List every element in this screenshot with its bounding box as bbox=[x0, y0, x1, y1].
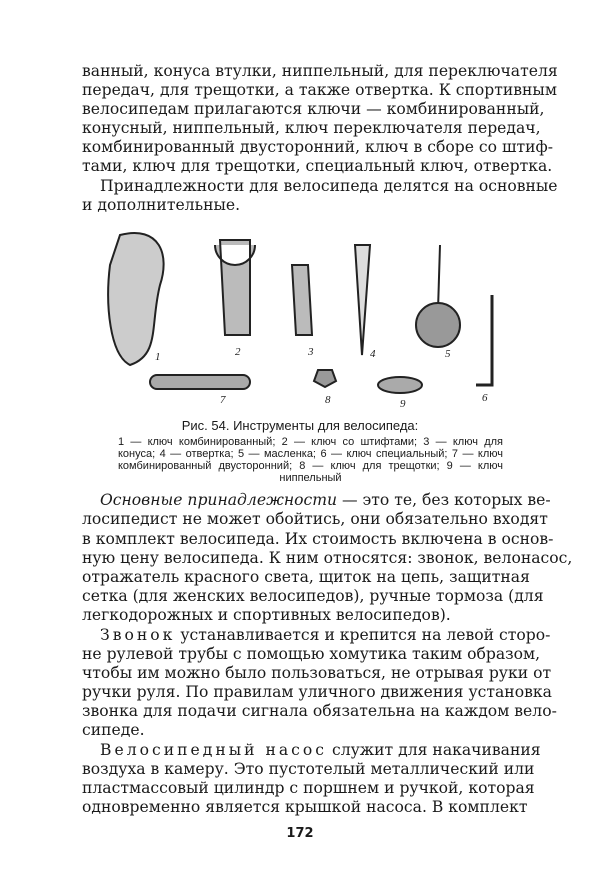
caption-line: конуса; 4 — отвертка; 5 — масленка; 6 — ключ специальный; 7 — ключ bbox=[118, 448, 503, 460]
figure-label: 2 bbox=[235, 346, 241, 358]
text-line: пластмассовый цилиндр с поршнем и ручкой, которая bbox=[82, 779, 535, 797]
figure-label: 7 bbox=[220, 394, 226, 406]
text-line: легкодорожных и спортивных велосипедов). bbox=[82, 606, 451, 624]
caption-line: 1 — ключ комбинированный; 2 — ключ со штифтами; 3 — ключ для bbox=[118, 436, 503, 448]
pin-wrench-2 bbox=[215, 240, 255, 335]
figure-title: Рис. 54. Инструменты для велосипеда: bbox=[181, 418, 419, 433]
text-line: комбинированный двусторонний, ключ в сборе со штиф- bbox=[82, 138, 553, 156]
figure-label: 4 bbox=[370, 348, 376, 360]
tools-illustration bbox=[100, 225, 520, 415]
text-line: велосипедам прилагаются ключи — комбинированный, bbox=[82, 100, 545, 118]
text-line: ванный, конуса втулки, ниппельный, для переключателя bbox=[82, 62, 558, 80]
text-line: лосипедист не может обойтись, они обязательно входят bbox=[82, 510, 548, 528]
text-line: конусный, ниппельный, ключ переключателя передач, bbox=[82, 119, 541, 137]
text-line: сипеде. bbox=[82, 721, 145, 739]
text-line bbox=[100, 741, 541, 760]
text-line: воздуха в камеру. Это пустотелый металлический или bbox=[82, 760, 535, 778]
spaced-term: Звонок bbox=[100, 626, 176, 644]
text-line: сетка (для женских велосипедов), ручные тормоза (для bbox=[82, 587, 544, 605]
text-line: не рулевой трубы с помощью хомутика таким образом, bbox=[82, 645, 541, 663]
oiler-5 bbox=[416, 303, 460, 347]
text-line: чтобы им можно было пользоваться, не отрывая руки от bbox=[82, 664, 552, 682]
text-line bbox=[100, 626, 551, 645]
spaced-term: Велосипедный насос bbox=[100, 741, 328, 759]
combination-wrench-1 bbox=[108, 233, 163, 365]
double-wrench-7 bbox=[150, 375, 250, 389]
figure-label: 6 bbox=[482, 392, 488, 404]
text-line: ную цену велосипеда. К ним относятся: звонок, велонасос, bbox=[82, 549, 573, 567]
text-line bbox=[100, 491, 551, 510]
text-line: передач, для трещотки, а также отвертка. К спортивным bbox=[82, 81, 557, 99]
page-number: 172 bbox=[286, 826, 314, 841]
text-line: отражатель красного света, щиток на цепь, защитная bbox=[82, 568, 530, 586]
italic-term: Основные принадлежности bbox=[100, 491, 338, 509]
text-line: тами, ключ для трещотки, специальный ключ, отвертка. bbox=[82, 157, 553, 175]
nipple-key-9 bbox=[378, 377, 422, 393]
caption-line: ниппельный bbox=[279, 472, 342, 484]
text: устанавливается и крепится на левой сторо- bbox=[175, 626, 551, 644]
ratchet-key-8 bbox=[314, 370, 336, 387]
text-line: в комплект велосипеда. Их стоимость включена в основ- bbox=[82, 530, 554, 548]
figure-label: 5 bbox=[445, 348, 451, 360]
text-line: звонка для подачи сигнала обязательна на каждом вело- bbox=[82, 702, 557, 720]
screwdriver-4 bbox=[355, 245, 370, 355]
text-line: и дополнительные. bbox=[82, 196, 241, 214]
figure-label: 8 bbox=[325, 394, 331, 406]
figure-label: 3 bbox=[308, 346, 314, 358]
figure-label: 1 bbox=[155, 351, 161, 363]
text-line: Принадлежности для велосипеда делятся на основные bbox=[100, 177, 558, 195]
caption-line: комбинированный двусторонний; 8 — ключ для трещотки; 9 — ключ bbox=[118, 460, 503, 472]
special-key-6 bbox=[476, 295, 492, 385]
text-line: ручки руля. По правилам уличного движения установка bbox=[82, 683, 552, 701]
figure-label: 9 bbox=[400, 398, 406, 410]
cone-wrench-3 bbox=[292, 265, 312, 335]
text: — это те, без которых ве- bbox=[337, 491, 551, 509]
oiler-spout-5 bbox=[438, 245, 440, 310]
text: служит для накачивания bbox=[327, 741, 541, 759]
text-line: одновременно является крышкой насоса. В комплект bbox=[82, 798, 528, 816]
